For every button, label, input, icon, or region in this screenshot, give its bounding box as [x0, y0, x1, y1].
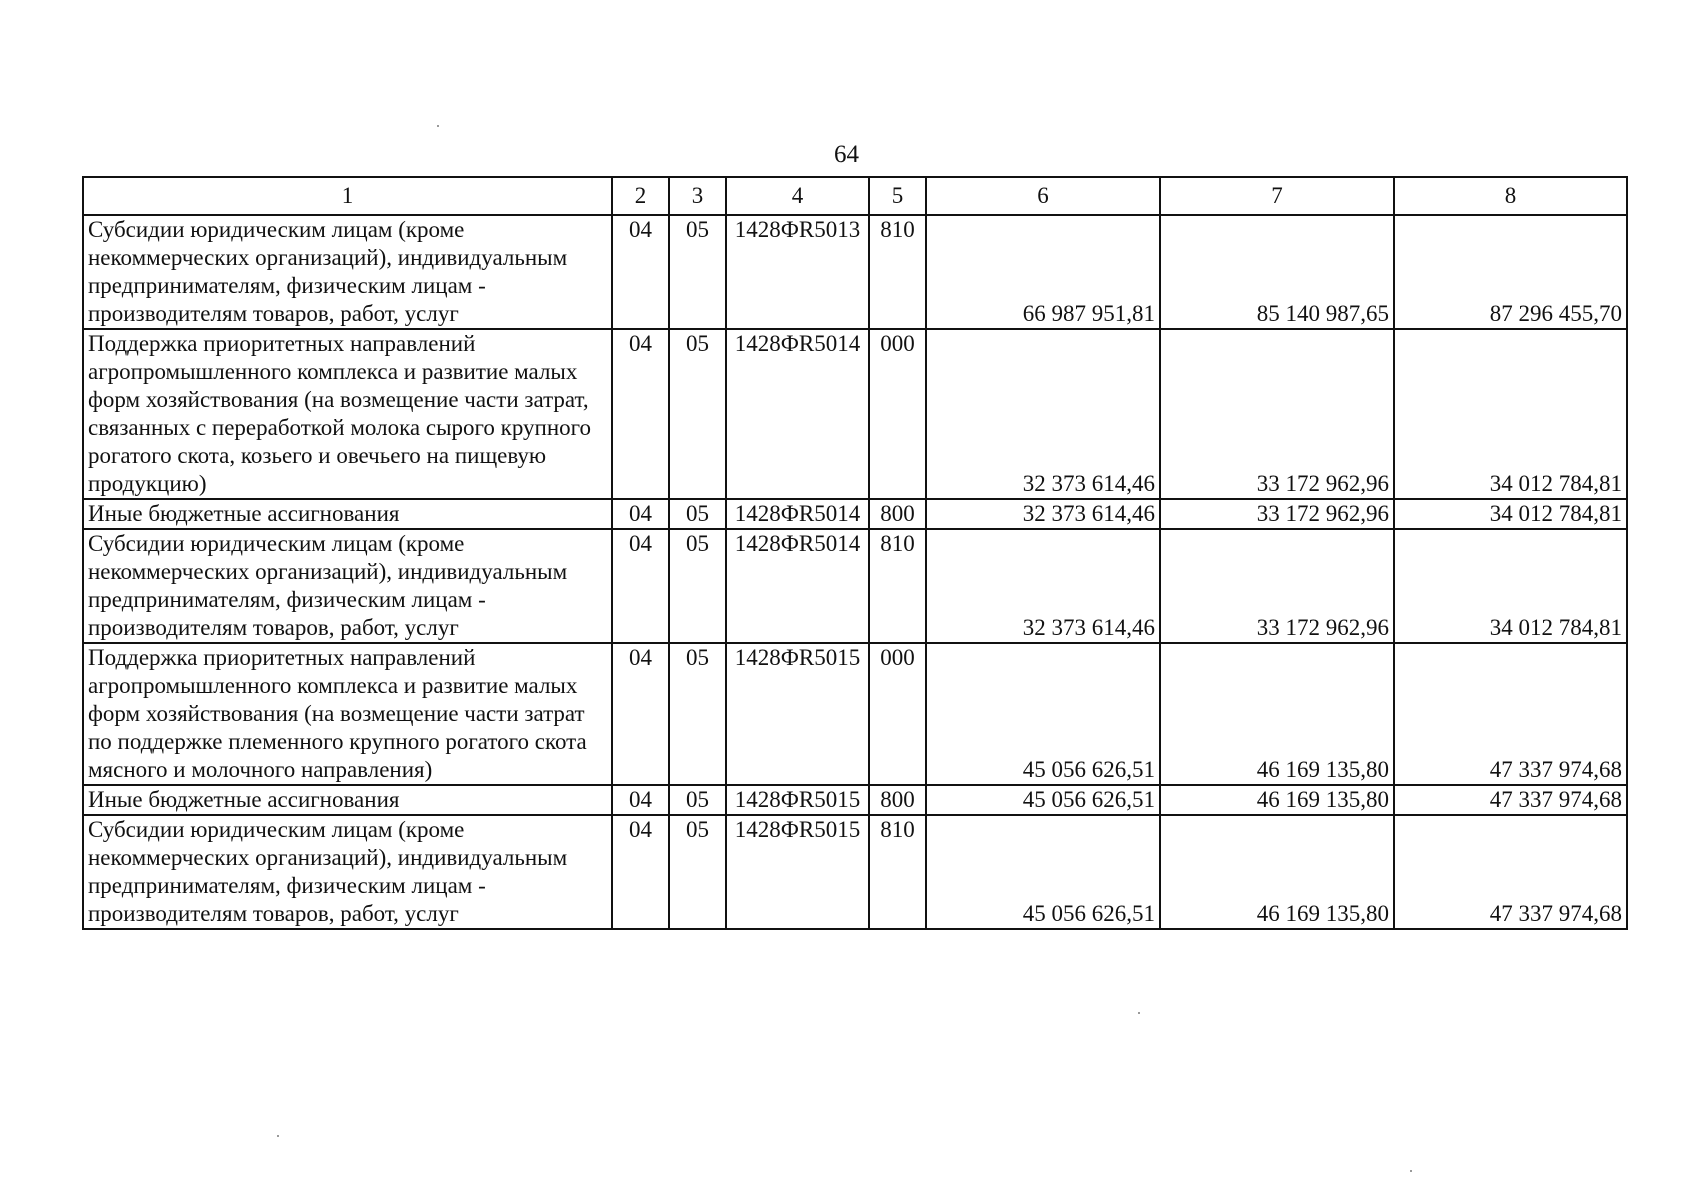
amount-cell-7: 33 172 962,96 [1160, 529, 1394, 643]
row-name-cell: Иные бюджетные ассигнования [83, 785, 612, 815]
code-cell-3: 05 [669, 329, 726, 499]
amount-cell-6: 32 373 614,46 [926, 499, 1160, 529]
amount-cell-8: 47 337 974,68 [1394, 785, 1627, 815]
amount-cell-8: 34 012 784,81 [1394, 499, 1627, 529]
page-number: 64 [834, 141, 859, 168]
code-cell-3: 05 [669, 785, 726, 815]
row-name-cell: Субсидии юридическим лицам (кроме некоммерческих организаций), индивидуальным предпринимателям, физическим лицам - производителям товаров, работ, услуг [83, 815, 612, 929]
scan-speck [437, 125, 439, 127]
table-row [83, 529, 1627, 643]
row-name-cell: Иные бюджетные ассигнования [83, 499, 612, 529]
amount-cell-7: 33 172 962,96 [1160, 499, 1394, 529]
amount-cell-7: 33 172 962,96 [1160, 329, 1394, 499]
row-name-cell: Субсидии юридическим лицам (кроме некоммерческих организаций), индивидуальным предпринимателям, физическим лицам - производителям товаров, работ, услуг [83, 215, 612, 329]
amount-cell-6: 32 373 614,46 [926, 329, 1160, 499]
code-cell-4: 1428ФR5014 [726, 499, 869, 529]
code-cell-4: 1428ФR5015 [726, 815, 869, 929]
scan-speck [277, 1135, 279, 1137]
column-header: 3 [669, 177, 726, 215]
scan-speck [1138, 1012, 1140, 1014]
table-row [83, 215, 1627, 329]
code-cell-5: 810 [869, 815, 926, 929]
code-cell-4: 1428ФR5013 [726, 215, 869, 329]
amount-cell-7: 46 169 135,80 [1160, 785, 1394, 815]
table-row [83, 785, 1627, 815]
budget-table [82, 176, 1628, 930]
code-cell-3: 05 [669, 499, 726, 529]
table-header [83, 177, 1627, 215]
table-row [83, 329, 1627, 499]
amount-cell-8: 87 296 455,70 [1394, 215, 1627, 329]
amount-cell-7: 46 169 135,80 [1160, 815, 1394, 929]
code-cell-5: 810 [869, 529, 926, 643]
code-cell-4: 1428ФR5014 [726, 529, 869, 643]
amount-cell-8: 34 012 784,81 [1394, 329, 1627, 499]
row-name-cell: Поддержка приоритетных направлений агропромышленного комплекса и развитие малых форм хозяйствования (на возмещение части затрат по поддержке племенного крупного рогатого скота мясного и молочного направления) [83, 643, 612, 785]
code-cell-3: 05 [669, 215, 726, 329]
column-header: 6 [926, 177, 1160, 215]
header-row [83, 177, 1627, 215]
amount-cell-8: 34 012 784,81 [1394, 529, 1627, 643]
code-cell-2: 04 [612, 499, 669, 529]
amount-cell-6: 45 056 626,51 [926, 815, 1160, 929]
amount-cell-6: 45 056 626,51 [926, 785, 1160, 815]
code-cell-2: 04 [612, 643, 669, 785]
code-cell-4: 1428ФR5015 [726, 785, 869, 815]
scan-speck [1410, 1170, 1412, 1172]
code-cell-4: 1428ФR5015 [726, 643, 869, 785]
code-cell-2: 04 [612, 529, 669, 643]
code-cell-5: 000 [869, 643, 926, 785]
code-cell-5: 800 [869, 785, 926, 815]
table-row [83, 815, 1627, 929]
code-cell-2: 04 [612, 815, 669, 929]
code-cell-5: 800 [869, 499, 926, 529]
code-cell-2: 04 [612, 215, 669, 329]
column-header: 4 [726, 177, 869, 215]
code-cell-4: 1428ФR5014 [726, 329, 869, 499]
code-cell-3: 05 [669, 815, 726, 929]
row-name-cell: Поддержка приоритетных направлений агропромышленного комплекса и развитие малых форм хозяйствования (на возмещение части затрат, связанных с переработкой молока сырого крупного рогатого скота, козьего и овечьего на пищевую продукцию) [83, 329, 612, 499]
code-cell-2: 04 [612, 785, 669, 815]
amount-cell-7: 46 169 135,80 [1160, 643, 1394, 785]
amount-cell-7: 85 140 987,65 [1160, 215, 1394, 329]
column-header: 2 [612, 177, 669, 215]
code-cell-5: 000 [869, 329, 926, 499]
column-header: 5 [869, 177, 926, 215]
amount-cell-8: 47 337 974,68 [1394, 643, 1627, 785]
code-cell-3: 05 [669, 529, 726, 643]
amount-cell-6: 32 373 614,46 [926, 529, 1160, 643]
code-cell-3: 05 [669, 643, 726, 785]
code-cell-2: 04 [612, 329, 669, 499]
column-header: 8 [1394, 177, 1627, 215]
table-row [83, 499, 1627, 529]
row-name-cell: Субсидии юридическим лицам (кроме некоммерческих организаций), индивидуальным предпринимателям, физическим лицам - производителям товаров, работ, услуг [83, 529, 612, 643]
amount-cell-6: 66 987 951,81 [926, 215, 1160, 329]
column-header: 7 [1160, 177, 1394, 215]
code-cell-5: 810 [869, 215, 926, 329]
table-body [83, 215, 1627, 929]
table-row [83, 643, 1627, 785]
amount-cell-8: 47 337 974,68 [1394, 815, 1627, 929]
column-header: 1 [83, 177, 612, 215]
amount-cell-6: 45 056 626,51 [926, 643, 1160, 785]
